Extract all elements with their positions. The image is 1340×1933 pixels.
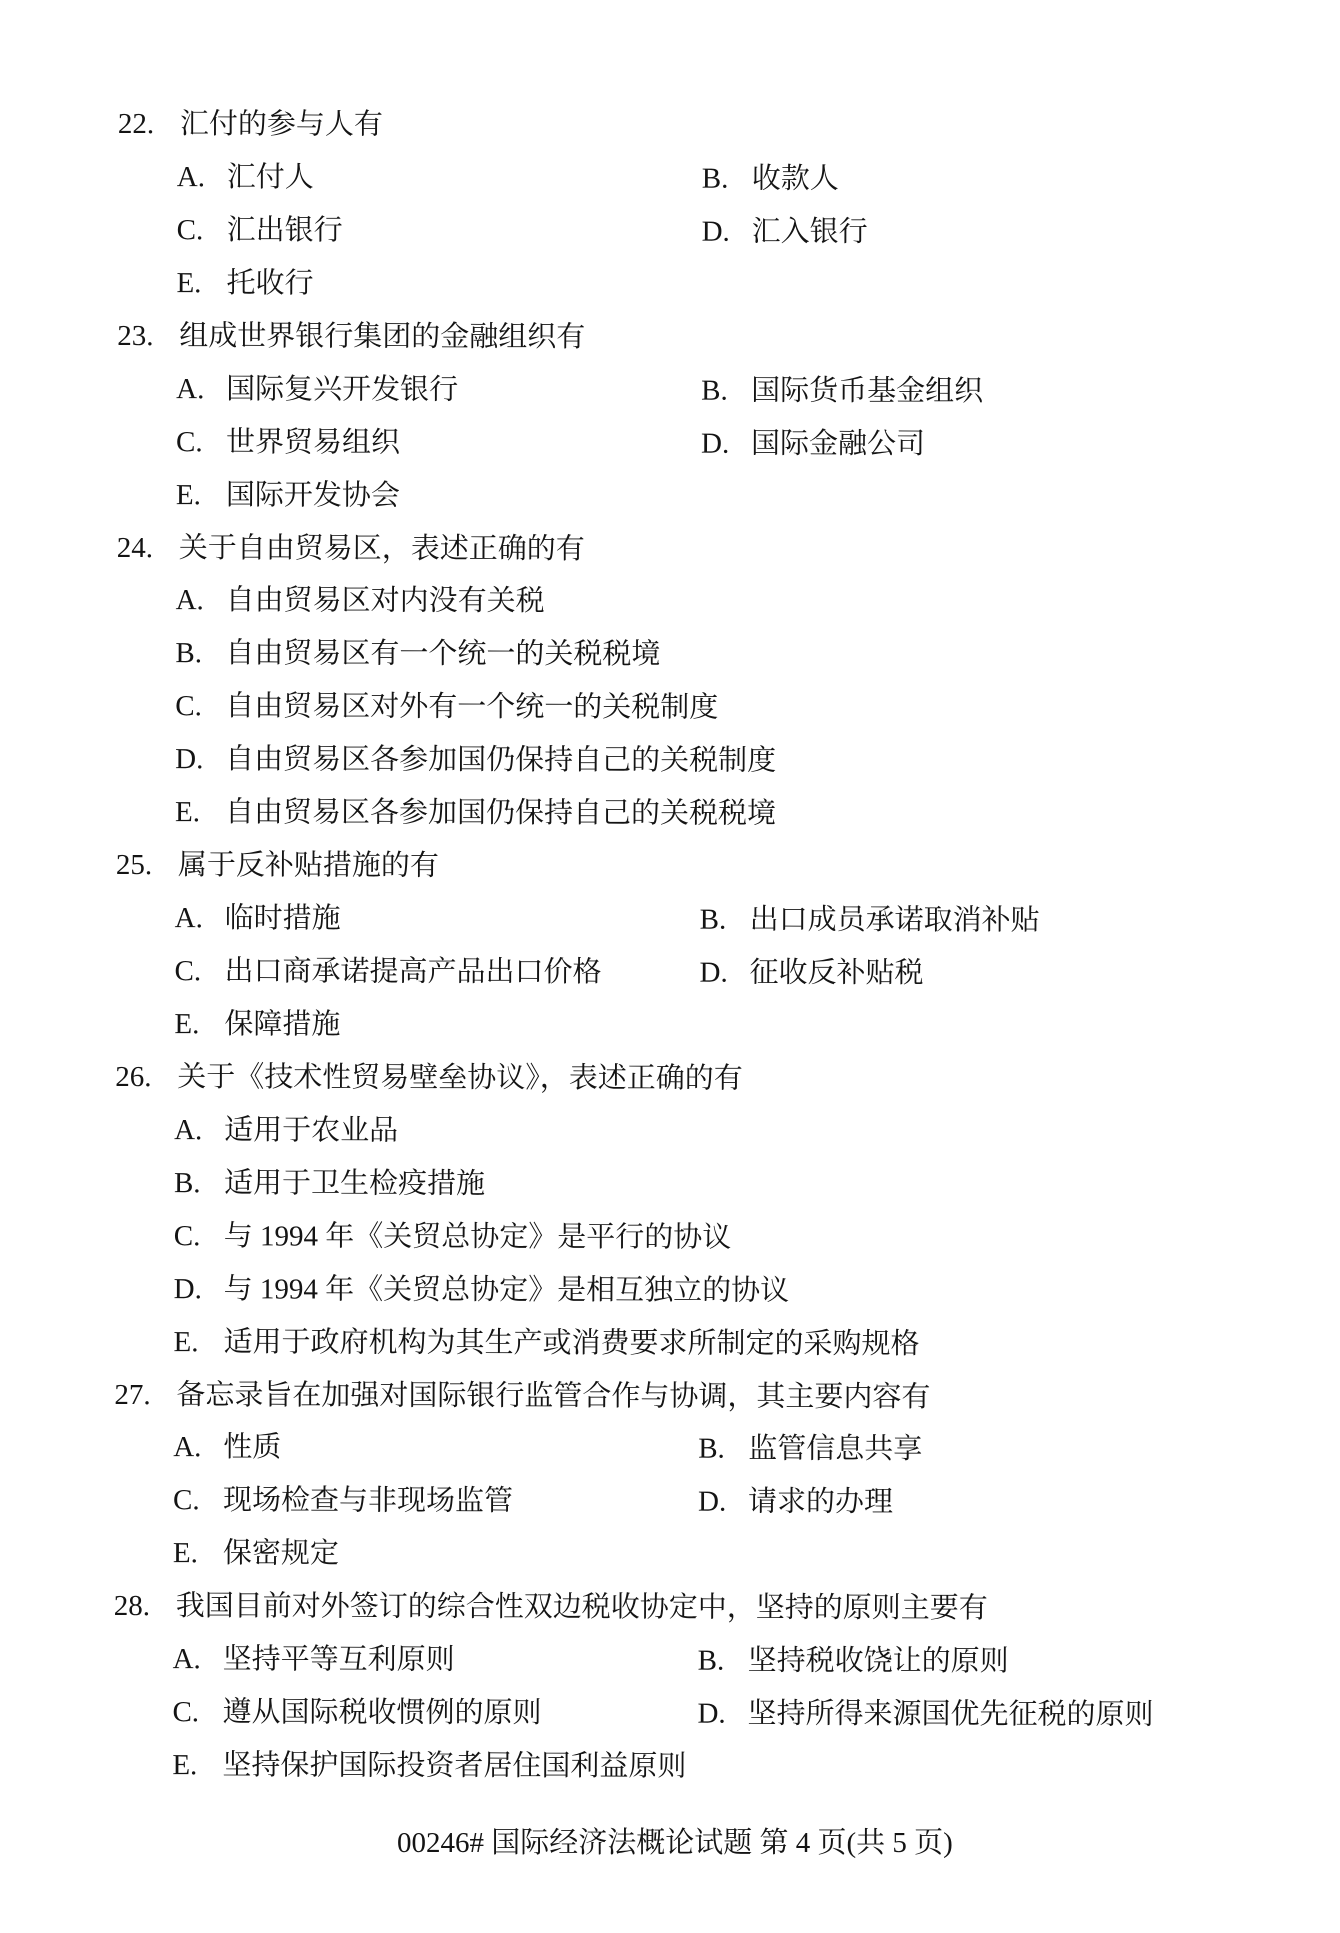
- exam-page-content: [113, 98, 1278, 1795]
- option-d: [697, 1687, 1153, 1741]
- question-stem: 组成世界银行集团的金融组织有: [179, 319, 586, 353]
- question-25-options-ab: [116, 892, 1276, 948]
- option-e: [174, 998, 340, 1051]
- question-23-stem: [117, 309, 1277, 365]
- option-a: [176, 574, 545, 628]
- option-label: D.: [175, 742, 204, 775]
- option-text: 国际金融公司: [750, 426, 926, 460]
- option-d: [698, 1476, 893, 1529]
- question-23-options-cd: [117, 415, 1277, 471]
- option-label: E.: [175, 478, 201, 511]
- page-footer: 00246# 国际经济法概论试题 第 4 页(共 5 页): [397, 1827, 953, 1859]
- option-label: E.: [172, 1536, 198, 1570]
- option-text: 汇入银行: [751, 215, 868, 248]
- question-27-stem: [114, 1368, 1274, 1424]
- option-text: 坚持平等互利原则: [222, 1642, 455, 1676]
- option-c: [173, 1474, 698, 1528]
- option-a: [176, 362, 701, 416]
- question-28-stem: [114, 1580, 1274, 1636]
- option-b: [174, 1156, 485, 1210]
- question-25-stem: [116, 839, 1276, 895]
- option-label: D.: [700, 426, 730, 459]
- option-label: D.: [698, 1485, 727, 1518]
- option-text: 汇出银行: [226, 213, 343, 247]
- option-text: 遵从国际税收惯例的原则: [222, 1695, 542, 1729]
- option-text: 世界贸易组织: [225, 425, 401, 458]
- question-24-stem: [117, 521, 1277, 577]
- option-e: [173, 1315, 919, 1370]
- option-d: [699, 946, 923, 1000]
- option-text: 国际复兴开发银行: [226, 372, 459, 406]
- option-label: A.: [174, 1113, 203, 1146]
- option-text: 保密规定: [222, 1537, 339, 1570]
- question-27-options-e: [114, 1527, 1274, 1583]
- question-stem: 汇付的参与人有: [179, 107, 383, 141]
- question-27-options-cd: [114, 1474, 1274, 1530]
- option-label: D.: [701, 215, 730, 248]
- option-label: C.: [172, 1695, 200, 1728]
- option-b: [700, 893, 1040, 947]
- option-text: 保障措施: [224, 1007, 341, 1041]
- option-d: [702, 205, 868, 258]
- option-label: E.: [174, 1007, 200, 1040]
- option-label: B.: [697, 1644, 725, 1677]
- option-label: B.: [699, 903, 727, 936]
- question-24-option-a: [117, 574, 1277, 630]
- option-text: 请求的办理: [748, 1485, 894, 1519]
- option-label: D.: [173, 1272, 202, 1305]
- option-text: 与 1994 年《关贸总协定》是平行的协议: [223, 1219, 732, 1253]
- option-label: A.: [173, 1431, 202, 1464]
- option-c: [174, 1209, 732, 1263]
- option-b: [698, 1423, 922, 1477]
- option-text: 征收反补贴税: [749, 956, 924, 989]
- option-label: C.: [173, 1219, 201, 1252]
- option-text: 现场检查与非现场监管: [223, 1484, 514, 1517]
- question-28-options-ab: [114, 1633, 1274, 1689]
- option-a: [177, 151, 702, 205]
- option-e: [172, 1739, 686, 1793]
- question-stem: 关于《技术性贸易壁垒协议》，表述正确的有: [177, 1060, 743, 1095]
- option-text: 自由贸易区各参加国仍保持自己的关税制度: [225, 743, 777, 777]
- option-b: [702, 152, 839, 205]
- option-text: 汇付人: [226, 160, 314, 193]
- question-26-option-a: [115, 1103, 1275, 1159]
- option-text: 国际开发协会: [225, 478, 400, 511]
- question-25-options-cd: [115, 944, 1275, 1000]
- question-stem: 我国目前对外签订的综合性双边税收协定中，坚持的原则主要有: [175, 1589, 988, 1625]
- option-text: 坚持税收饶让的原则: [747, 1644, 1009, 1678]
- option-label: C.: [175, 689, 202, 723]
- option-d: [701, 417, 925, 471]
- question-27-options-ab: [114, 1421, 1274, 1477]
- option-label: B.: [698, 1432, 725, 1465]
- question-26-option-d: [115, 1262, 1275, 1318]
- question-28-options-cd: [113, 1686, 1273, 1742]
- question-22-options-e: [117, 256, 1277, 312]
- question-stem: 属于反补贴措施的有: [177, 848, 439, 882]
- question-number: 26.: [115, 1060, 152, 1093]
- option-a: [173, 1421, 698, 1475]
- option-label: B.: [175, 637, 203, 670]
- option-label: A.: [172, 1642, 201, 1675]
- option-label: C.: [176, 213, 204, 246]
- question-22-stem: [118, 98, 1278, 154]
- option-label: A.: [176, 372, 205, 405]
- question-number: 28.: [113, 1589, 151, 1622]
- option-text: 适用于卫生检疫措施: [223, 1166, 486, 1200]
- question-26-option-e: [114, 1315, 1274, 1371]
- question-23-options-e: [117, 468, 1277, 524]
- question-number: 23.: [117, 319, 154, 352]
- option-text: 适用于农业品: [224, 1113, 399, 1147]
- question-26-option-b: [115, 1156, 1275, 1212]
- option-label: B.: [173, 1166, 201, 1199]
- option-text: 自由贸易区各参加国仍保持自己的关税税境: [224, 795, 777, 830]
- question-26-stem: [115, 1050, 1275, 1106]
- option-text: 自由贸易区对内没有关税: [225, 584, 545, 618]
- option-label: E.: [172, 1748, 198, 1781]
- question-number: 24.: [116, 530, 154, 564]
- question-stem: 备忘录旨在加强对国际银行监管合作与协调，其主要内容有: [176, 1378, 931, 1413]
- option-a: [173, 1633, 698, 1687]
- option-c: [174, 945, 699, 999]
- option-b: [698, 1634, 1009, 1688]
- option-text: 托收行: [226, 266, 314, 299]
- option-text: 收款人: [751, 162, 839, 195]
- option-text: 出口成员承诺取消补贴: [749, 903, 1040, 937]
- option-b: [701, 364, 983, 418]
- option-text: 出口商承诺提高产品出口价格: [224, 954, 602, 988]
- option-label: B.: [701, 162, 729, 195]
- question-24-option-b: [116, 627, 1276, 683]
- question-26-option-c: [115, 1209, 1275, 1265]
- option-text: 坚持所得来源国优先征税的原则: [747, 1697, 1154, 1731]
- option-label: A.: [176, 160, 206, 193]
- option-label: A.: [174, 901, 203, 934]
- option-label: E.: [174, 795, 201, 828]
- question-number: 22.: [117, 107, 155, 140]
- question-number: 27.: [114, 1377, 151, 1411]
- option-text: 与 1994 年《关贸总协定》是相互独立的协议: [223, 1272, 790, 1307]
- option-label: D.: [699, 956, 728, 989]
- option-text: 自由贸易区有一个统一的关税税境: [225, 637, 661, 671]
- option-label: A.: [175, 584, 204, 617]
- option-e: [173, 1527, 339, 1580]
- option-label: D.: [697, 1697, 726, 1730]
- option-e: [175, 786, 776, 841]
- option-label: C.: [175, 425, 203, 458]
- option-label: B.: [701, 373, 728, 406]
- option-label: E.: [173, 1325, 199, 1358]
- question-28-options-e: [113, 1739, 1273, 1795]
- option-text: 临时措施: [224, 901, 341, 935]
- option-text: 监管信息共享: [748, 1432, 923, 1466]
- option-b: [175, 627, 660, 681]
- option-c: [176, 415, 701, 469]
- option-label: E.: [176, 266, 202, 299]
- option-label: C.: [173, 1484, 200, 1517]
- option-text: 适用于政府机构为其生产或消费要求所制定的采购规格: [223, 1325, 920, 1360]
- question-25-options-e: [115, 997, 1275, 1053]
- question-24-option-e: [116, 786, 1276, 842]
- option-c: [175, 680, 718, 734]
- question-22-options-ab: [118, 150, 1278, 206]
- option-d: [175, 733, 776, 788]
- option-a: [175, 892, 700, 946]
- question-24-option-d: [116, 733, 1276, 789]
- option-text: 性质: [223, 1431, 282, 1464]
- option-c: [177, 204, 702, 258]
- question-22-options-cd: [118, 203, 1278, 259]
- option-c: [172, 1686, 697, 1740]
- option-e: [176, 256, 313, 309]
- question-23-options-ab: [117, 362, 1277, 418]
- option-e: [176, 468, 400, 522]
- option-d: [174, 1262, 790, 1317]
- option-text: 坚持保护国际投资者居住国利益原则: [222, 1748, 687, 1783]
- option-label: C.: [174, 954, 202, 987]
- option-a: [174, 1103, 398, 1157]
- question-stem: 关于自由贸易区，表述正确的有: [178, 531, 585, 565]
- option-text: 国际货币基金组织: [751, 373, 984, 407]
- option-text: 自由贸易区对外有一个统一的关税制度: [225, 690, 719, 724]
- question-number: 25.: [115, 848, 153, 881]
- question-24-option-c: [116, 680, 1276, 736]
